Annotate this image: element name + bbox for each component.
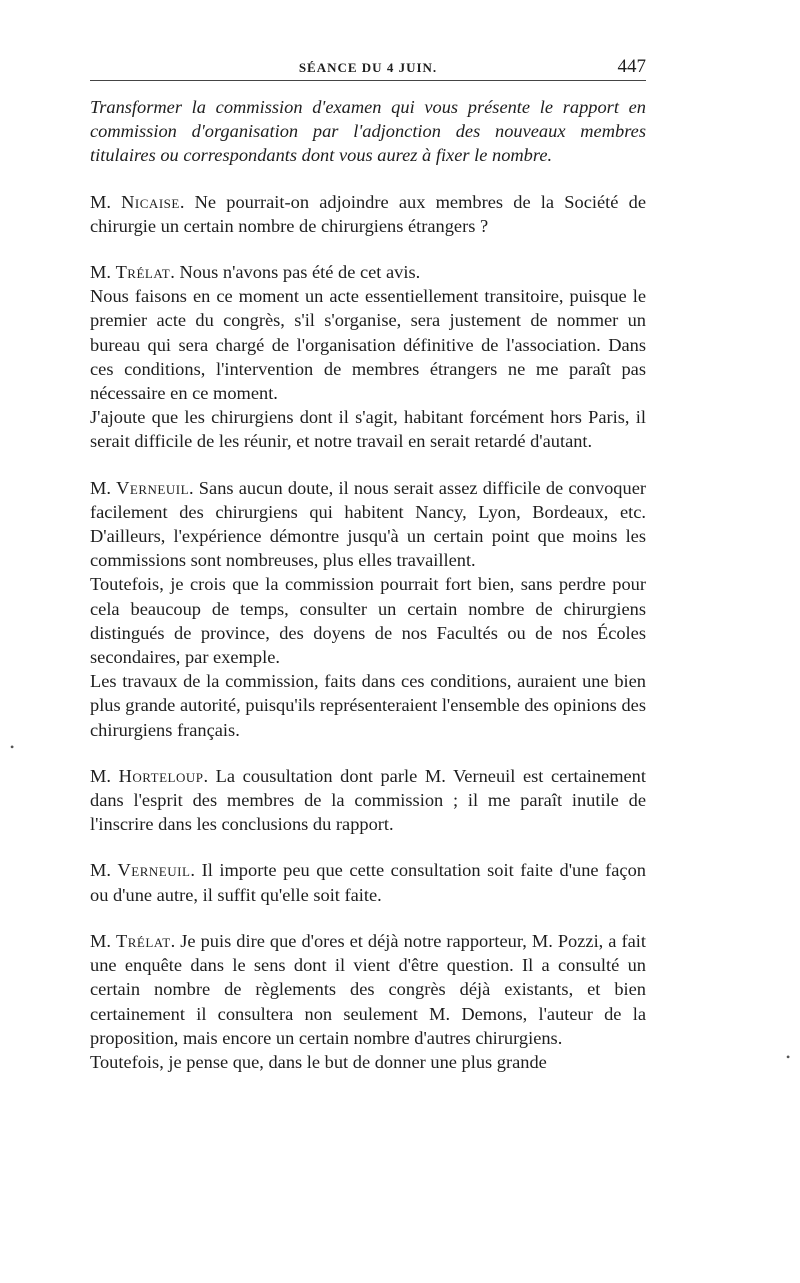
margin-dot: • bbox=[10, 740, 15, 754]
page-number: 447 bbox=[617, 56, 646, 77]
paragraph bbox=[90, 1050, 646, 1074]
paragraph-speech bbox=[90, 858, 646, 906]
paragraph-text: . Je puis dire que d'ores et déjà notre rapporteur, M. Pozzi, a fait une enquête dans le sens dont il vient d'être question. Il a consulté un certain nombre de règlements des congrès déjà existants, et bien certainement il consultera non seulement M. Demons, l'auteur de la proposition, mais encore un certain nombre d'autres chirurgiens. bbox=[90, 930, 646, 1048]
paragraph-text: Nous faisons en ce moment un acte essentiellement transitoire, puisque le premier acte du congrès, s'il s'organise, sera justement de nommer un bureau qui sera chargé de l'organisation définitive de l'association. Dans ces conditions, l'intervention de membres étrangers ne me paraît pas nécessaire en ce moment. bbox=[90, 286, 646, 404]
paragraph-text: Transformer la commission d'examen qui vous présente le rapport en commission d'organisation par l'adjonction des nouveaux membres titulaires ou correspondants dont vous aurez à fixer le nombre. bbox=[90, 97, 646, 166]
speaker-prefix: M. bbox=[90, 930, 116, 951]
speaker-prefix: M. bbox=[90, 262, 116, 283]
margin-dot: • bbox=[786, 1050, 791, 1064]
speaker-prefix: M. bbox=[90, 477, 117, 498]
page-header bbox=[90, 56, 646, 81]
paragraph-text: . La cousultation dont parle M. Verneuil est certainement dans l'esprit des membres de la commission ; il me paraît inutile de l'inscrire dans les conclusions du rapport. bbox=[90, 765, 646, 835]
paragraph-speech bbox=[90, 764, 646, 837]
paragraph-text: . Sans aucun doute, il nous serait assez difficile de convoquer facilement des chirurgiens qui habitent Nancy, Lyon, Bordeaux, etc. D'ailleurs, l'expérience démontre jusqu'à un certain point que moins les commissions sont nombreuses, plus elles travaillent. bbox=[90, 477, 646, 571]
speaker-name: Verneuil bbox=[116, 477, 190, 498]
speaker-name: Nicaise bbox=[121, 191, 180, 212]
paragraph-text: . Il importe peu que cette consultation soit faite d'une façon ou d'une autre, il suffit qu'elle soit faite. bbox=[90, 860, 646, 905]
paragraph-text: J'ajoute que les chirurgiens dont il s'agit, habitant forcément hors Paris, il serait difficile de les réunir, et notre travail en serait retardé d'autant. bbox=[90, 407, 646, 452]
paragraph-speech bbox=[90, 476, 646, 573]
paragraph-text: . Nous n'avons pas été de cet avis. bbox=[170, 262, 421, 283]
paragraph-text: Toutefois, je pense que, dans le but de donner une plus grande bbox=[90, 1051, 547, 1072]
paragraph bbox=[90, 405, 646, 453]
speaker-prefix: M. bbox=[90, 191, 122, 212]
paragraph-italic-resolution bbox=[90, 95, 646, 168]
paragraph bbox=[90, 669, 646, 742]
document-page bbox=[90, 56, 646, 1074]
speaker-name: Trélat bbox=[115, 262, 171, 283]
speaker-name: Verneuil bbox=[117, 860, 191, 881]
paragraph bbox=[90, 572, 646, 669]
paragraph-text: Toutefois, je crois que la commission pourrait fort bien, sans perdre pour cela beaucoup de temps, consulter un certain nombre de chirurgiens distingués de province, des doyens de nos Facultés ou de nos Écoles secondaires, par exemple. bbox=[90, 574, 646, 668]
paragraph-speech bbox=[90, 929, 646, 1050]
speaker-name: Trélat bbox=[115, 930, 171, 951]
speaker-prefix: M. bbox=[90, 860, 118, 881]
paragraph-text: Les travaux de la commission, faits dans ces conditions, auraient une bien plus grande autorité, puisqu'ils représenteraient l'ensemble des opinions des chirurgiens français. bbox=[90, 671, 646, 740]
document-body bbox=[90, 95, 646, 1074]
paragraph-speech bbox=[90, 190, 646, 238]
paragraph bbox=[90, 284, 646, 405]
speaker-name: Horteloup bbox=[118, 765, 204, 786]
speaker-prefix: M. bbox=[90, 765, 119, 786]
paragraph-text: . Ne pourrait-on adjoindre aux membres de la Société de chirurgie un certain nombre de chirurgiens étrangers ? bbox=[90, 191, 646, 236]
paragraph-speech bbox=[90, 260, 646, 284]
running-head: SÉANCE DU 4 JUIN. bbox=[298, 60, 438, 75]
